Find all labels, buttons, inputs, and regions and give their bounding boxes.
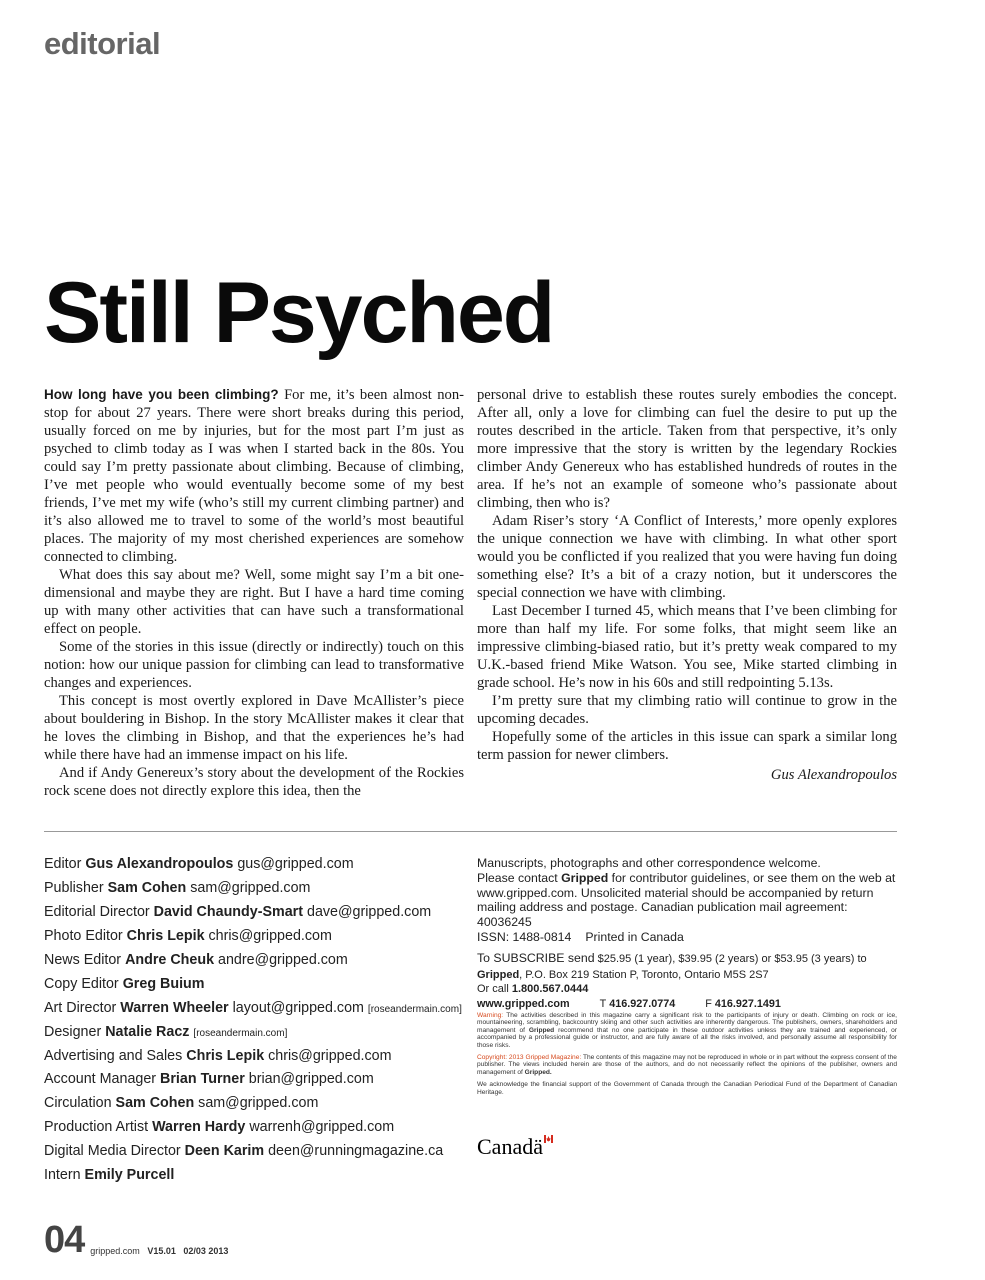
divider: [44, 831, 897, 832]
masthead: [44, 855, 469, 1190]
masthead-row: Copy Editor Greg Buium: [44, 975, 205, 992]
article-paragraph: Hopefully some of the articles in this issue can spark a similar long term passion for newer climbers.: [477, 729, 897, 763]
article-paragraph: Some of the stories in this issue (directly or indirectly) touch on this notion: how our unique passion for climbing can lead to transformative changes and experiences.: [44, 639, 464, 691]
masthead-row: Editorial Director David Chaundy-Smart dave@gripped.com: [44, 903, 432, 920]
fax-number: 416.927.1491: [714, 998, 781, 1011]
article-paragraph: How long have you been climbing? For me, it’s been almost non-stop for about 27 years. There were short breaks during this period, usually forced on me by injuries, but for the most part I’m just as psyched to climb today as I was when I started back in the 80s. You could say I’m pretty passionate about climbing. Because of climbing, I’ve met people who would eventually become some of my best friends, I’ve met my wife (who’s still my current climbing partner) and it’s also allowed me to travel to some of the world’s most beautiful places. The majority of my most cherished experiences are somehow connected to climbing.: [44, 387, 464, 565]
email-link[interactable]: sam@gripped.com: [190, 879, 311, 896]
contact-line: www.gripped.com T 416.927.0774 F 416.927.1491: [477, 998, 781, 1011]
masthead-row: Photo Editor Chris Lepik chris@gripped.com: [44, 927, 332, 944]
article-paragraph: I’m pretty sure that my climbing ratio will continue to grow in the upcoming decades.: [477, 693, 897, 727]
email-link[interactable]: sam@gripped.com: [198, 1095, 319, 1112]
issn-line: ISSN: 1488-0814 Printed in Canada: [477, 929, 684, 944]
email-link[interactable]: layout@gripped.com: [232, 999, 364, 1016]
email-link[interactable]: chris@gripped.com: [268, 1047, 392, 1064]
article-column-left: [44, 386, 464, 800]
email-link[interactable]: chris@gripped.com: [208, 927, 332, 944]
lead-in: How long have you been climbing?: [44, 387, 279, 402]
email-link[interactable]: dave@gripped.com: [307, 903, 432, 920]
page-folio: [44, 1221, 228, 1259]
website-link[interactable]: www.gripped.com: [477, 998, 570, 1011]
masthead-row: Account Manager Brian Turner brian@gripped.com: [44, 1071, 374, 1088]
section-label: editorial: [44, 26, 161, 61]
folio-meta: gripped.com V15.01 02/03 2013: [90, 1246, 229, 1256]
call-line: Or call 1.800.567.0444: [477, 983, 589, 996]
email-link[interactable]: andre@gripped.com: [218, 951, 348, 968]
email-link[interactable]: warrenh@gripped.com: [249, 1119, 395, 1136]
copyright-notice: Copyright: 2013 Gripped Magazine: The contents of this magazine may not be reproduced in whole or in part without the express consent of the publisher. The views included herein are those of the authors, and do not necessarily reflect the opinions of the publisher, owners and management of Gripped.: [477, 1054, 897, 1076]
masthead-row: Advertising and Sales Chris Lepik chris@gripped.com: [44, 1047, 392, 1064]
contributor-note: Please contact Gripped for contributor guidelines, or see them on the web at www.gripped.com. Unsolicited material should be accompanied by return mailing address and postage. Canadian publication mail agreement: 40036245: [477, 870, 896, 930]
canada-flag-icon: [544, 1135, 553, 1143]
masthead-row: Art Director Warren Wheeler layout@gripped.com [roseandermain.com]: [44, 999, 462, 1016]
canada-wordmark: Canadä: [477, 1134, 553, 1160]
masthead-row: Digital Media Director Deen Karim deen@runningmagazine.ca: [44, 1143, 444, 1160]
article-paragraph: This concept is most overtly explored in Dave McAllister’s piece about bouldering in Bishop. In the story McAllister makes it clear that he loves the climbing in Bishop, and that the experiences he’s had while there have had an immense impact on his life.: [44, 693, 464, 763]
masthead-row: Designer Natalie Racz [roseandermain.com]: [44, 1023, 288, 1040]
publication-info: [477, 856, 897, 1096]
masthead-row: Editor Gus Alexandropoulos gus@gripped.com: [44, 856, 354, 872]
masthead-row: Circulation Sam Cohen sam@gripped.com: [44, 1095, 319, 1112]
phone-number: 416.927.0774: [609, 998, 676, 1011]
article-paragraph: What does this say about me? Well, some might say I’m a bit one-dimensional and maybe they are right. But I have a hard time coming up with many other activities that can have such a transformational effect on people.: [44, 567, 464, 637]
article-paragraph: And if Andy Genereux’s story about the development of the Rockies rock scene does not directly explore this idea, then the: [44, 765, 464, 799]
author-signature: Gus Alexandropoulos: [770, 767, 897, 783]
article-paragraph: Last December I turned 45, which means that I’ve been climbing for more than half my life. For some folks, that might seem like an impressive climbing-biased ratio, but it’s pretty weak compared to my U.K.-based friend Mike Watson. You see, Mike started climbing in grade school. He’s now in his 60s and still redpointing 5.13s.: [477, 603, 897, 691]
headline: Still Psyched: [44, 265, 554, 361]
masthead-row: Production Artist Warren Hardy warrenh@gripped.com: [44, 1119, 395, 1136]
masthead-row: Intern Emily Purcell: [44, 1167, 175, 1184]
subscribe-info: To SUBSCRIBE send $25.95 (1 year), $39.95 (2 years) or $53.95 (3 years) to Gripped, P.O. Box 219 Station P, Toronto, Ontario M5S 2S7: [477, 950, 867, 981]
email-link[interactable]: deen@runningmagazine.ca: [268, 1143, 444, 1160]
article-paragraph: Adam Riser’s story ‘A Conflict of Interests,’ more openly explores the unique connection we have with climbing. In what other sport would you be conflicted if you realized that you were having fun doing something else? It’s a bit of a crazy notion, but it underscores the special connection we have with climbing.: [477, 513, 897, 601]
funding-acknowledgement: We acknowledge the financial support of the Government of Canada through the Canadian Periodical Fund of the Department of Canadian Heritage.: [477, 1081, 897, 1096]
masthead-row: Publisher Sam Cohen sam@gripped.com: [44, 879, 311, 896]
article-paragraph: personal drive to establish these routes surely embodies the concept. After all, only a love for climbing can fuel the desire to put up the routes described in the article. Taken from that perspective, it’s only more impressive that the story is written by the legendary Rockies climber Andy Genereux who has established hundreds of routes in the area. If he’s not an example of someone who’s passionate about climbing, then who is?: [477, 387, 897, 511]
manuscripts-note: Manuscripts, photographs and other correspondence welcome.: [477, 856, 821, 870]
page-number: 04: [44, 1219, 85, 1261]
email-link[interactable]: gus@gripped.com: [237, 856, 354, 872]
email-link[interactable]: brian@gripped.com: [248, 1071, 374, 1088]
masthead-row: News Editor Andre Cheuk andre@gripped.com: [44, 951, 348, 968]
article-column-right: [477, 386, 897, 784]
warning-notice: Warning: The activities described in this magazine carry a significant risk to the participants of injury or death. Climbing on rock or ice, mountaineering, scrambling, backcountry skiing and other such activities are inherently dangerous. The publishers, owners, shareholders and management of Gripped recommend that no one participate in these outdoor activities unless they are trained and experienced, or accompanied by a professional guide or instructor, and are fully aware of all the risks involved, and personally assume all responsibility for those risks.: [477, 1011, 897, 1049]
